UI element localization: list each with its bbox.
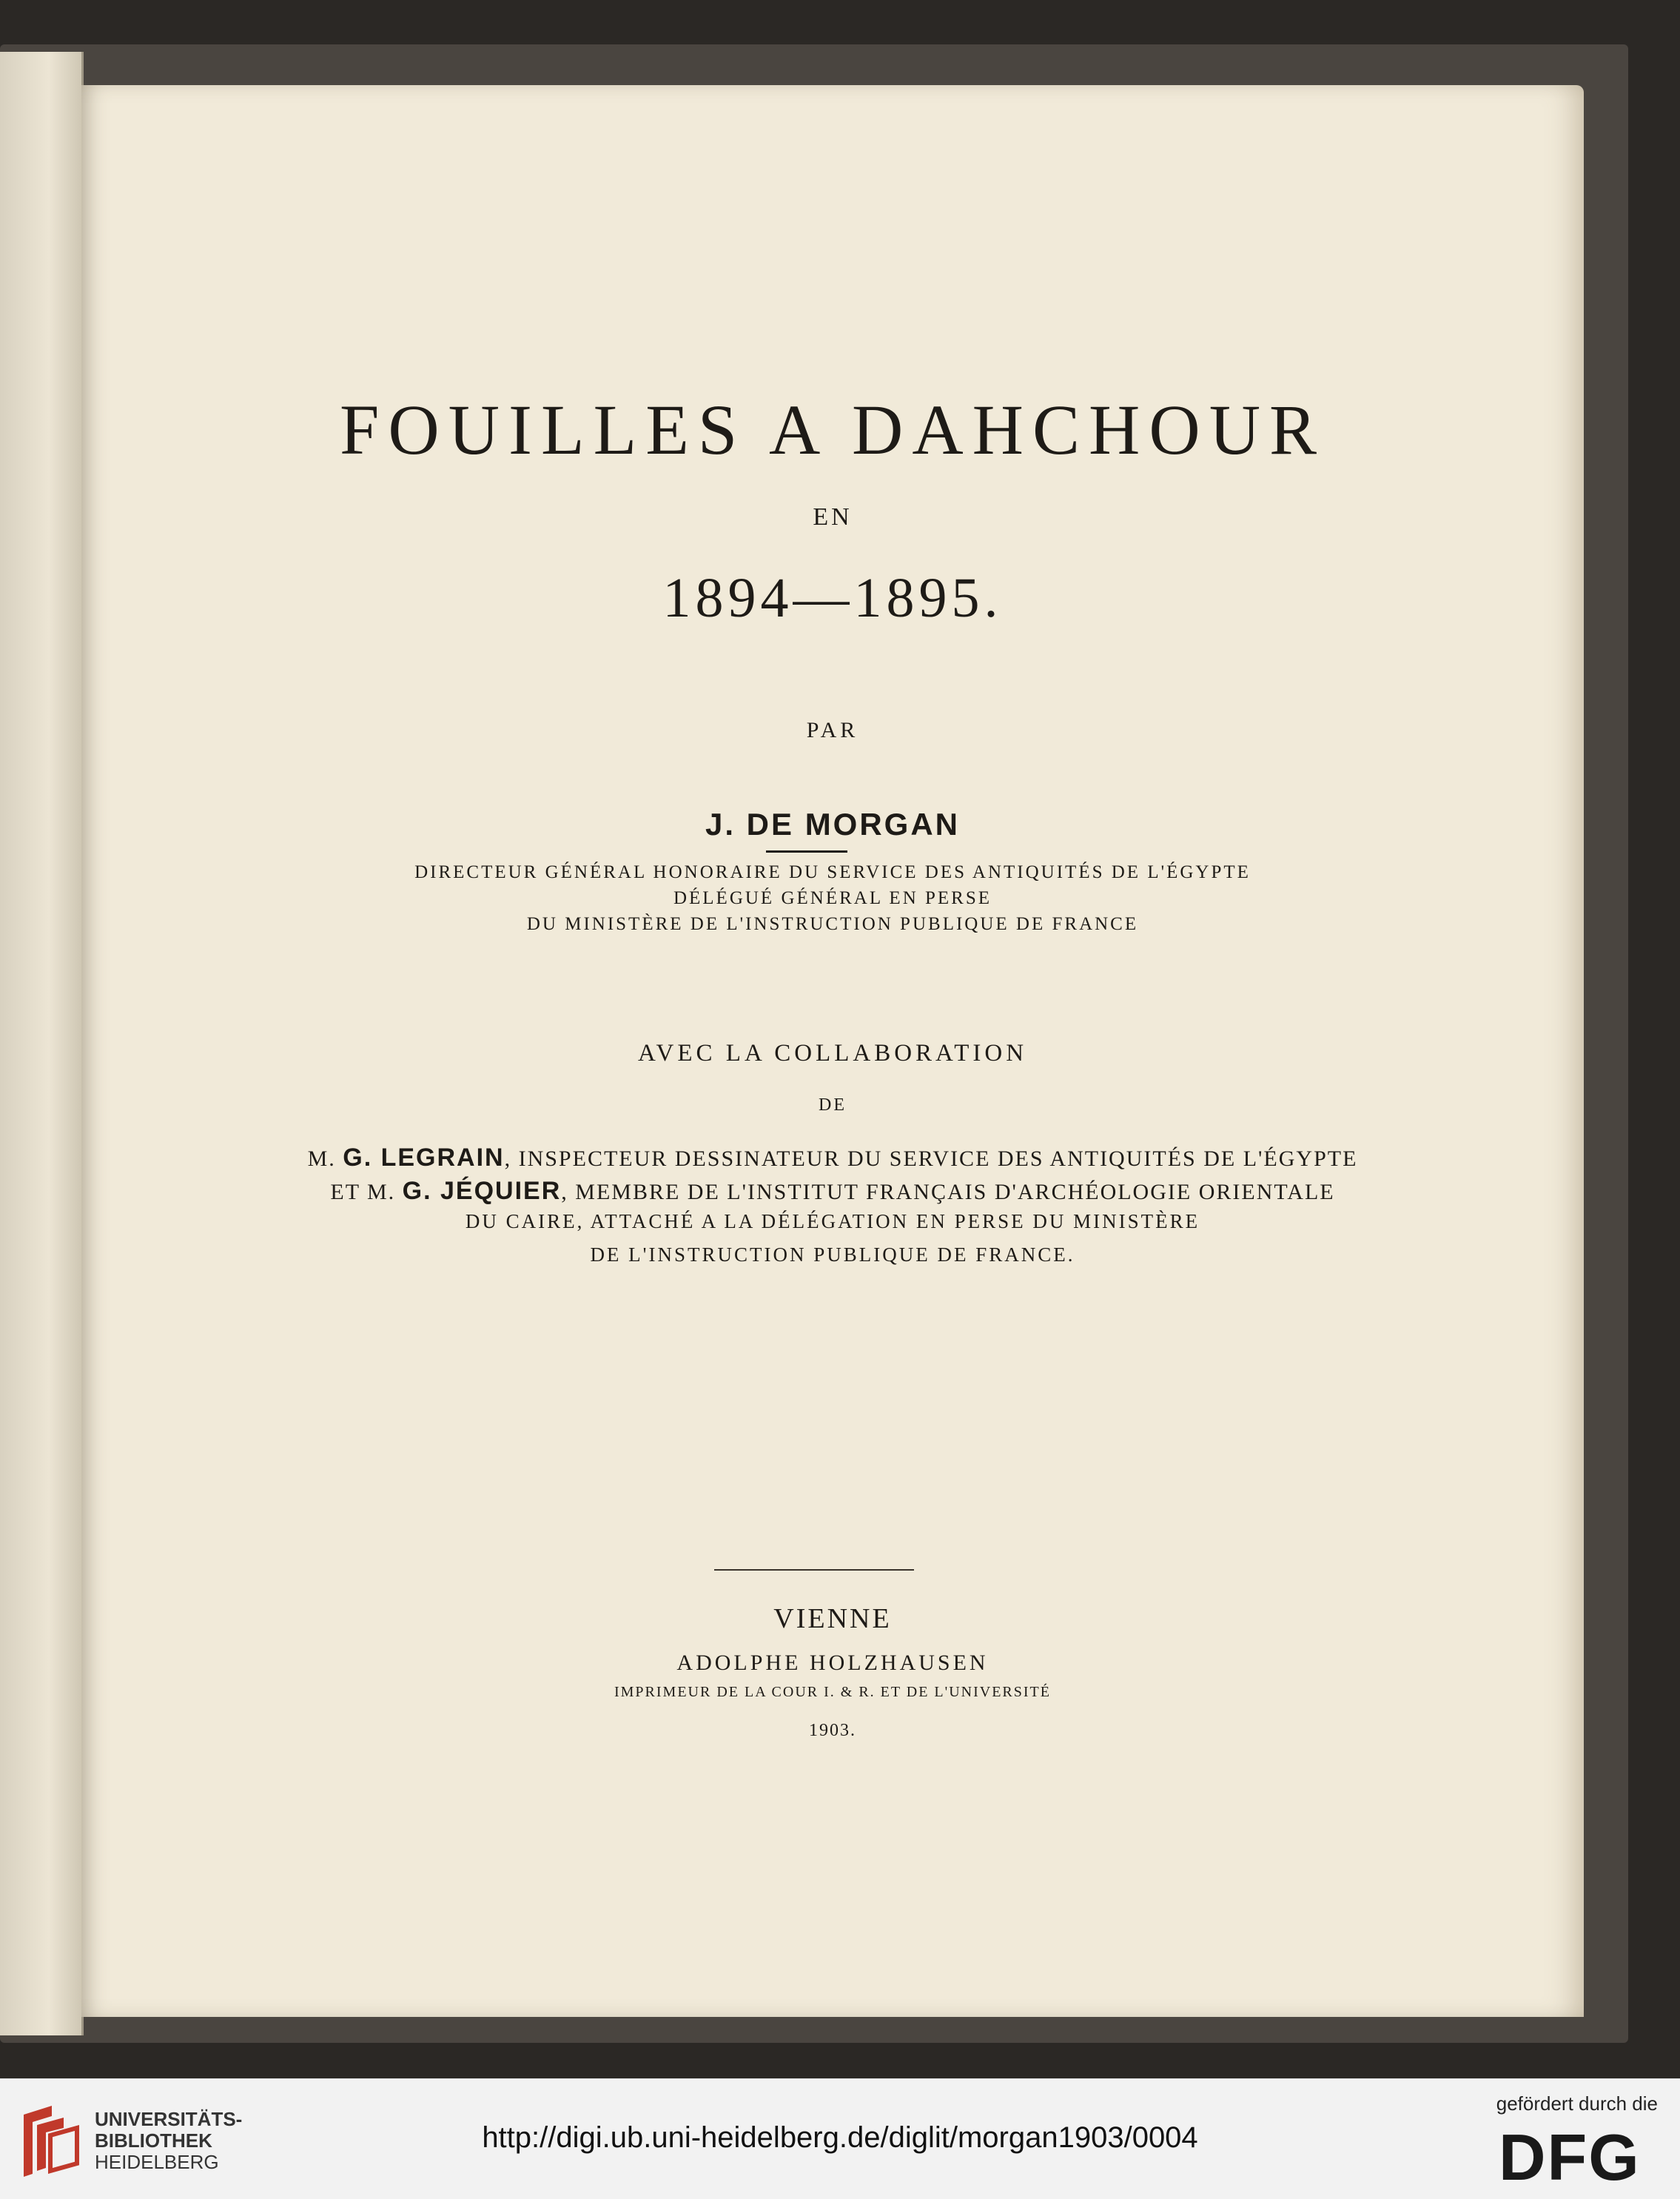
book-title: FOUILLES A DAHCHOUR xyxy=(339,390,1326,469)
library-name-line: HEIDELBERG xyxy=(95,2151,219,2173)
author-credential-line: DÉLÉGUÉ GÉNÉRAL EN PERSE xyxy=(673,888,992,908)
publisher-name: ADOLPHE HOLZHAUSEN xyxy=(676,1651,989,1675)
collaborator-name: G. LEGRAIN xyxy=(343,1144,505,1172)
author-credential-line: DU MINISTÈRE DE L'INSTRUCTION PUBLIQUE DE FRANCE xyxy=(526,914,1139,934)
collaboration-connector: DE xyxy=(819,1095,847,1115)
collaborator-legrain xyxy=(81,1144,1584,1172)
printer-note: IMPRIMEUR DE LA COUR I. & R. ET DE L'UNIVERSITÉ xyxy=(614,1684,1051,1700)
left-page-edge xyxy=(0,52,84,2035)
publisher-divider xyxy=(714,1569,914,1571)
publication-city: VIENNE xyxy=(773,1603,892,1634)
dfg-logo-icon[interactable] xyxy=(1499,2125,1658,2186)
permalink-url[interactable]: http://digi.ub.uni-heidelberg.de/diglit/morgan1903/0004 xyxy=(482,2121,1198,2154)
library-name-line: UNIVERSITÄTS- xyxy=(95,2108,243,2130)
collaborator-role: , INSPECTEUR DESSINATEUR DU SERVICE DES ANTIQUITÉS DE L'ÉGYPTE xyxy=(504,1146,1358,1171)
book-years: 1894—1895. xyxy=(662,567,1003,629)
library-name-line: BIBLIOTHEK xyxy=(95,2129,212,2152)
publication-year: 1903. xyxy=(809,1721,856,1740)
collaborator-jequier xyxy=(81,1177,1584,1206)
collaboration-heading: AVEC LA COLLABORATION xyxy=(637,1040,1028,1067)
by-label: PAR xyxy=(806,718,859,742)
title-page xyxy=(81,85,1584,2017)
collaborator-role-continued: DE L'INSTRUCTION PUBLIQUE DE FRANCE. xyxy=(590,1243,1075,1266)
collaborator-role-continued: DU CAIRE, ATTACHÉ A LA DÉLÉGATION EN PERSE DU MINISTÈRE xyxy=(465,1210,1200,1232)
collaborator-name: G. JÉQUIER xyxy=(402,1177,562,1205)
dfg-logo-text: DFG xyxy=(1499,2125,1641,2186)
collaborator-role: , MEMBRE DE L'INSTITUT FRANÇAIS D'ARCHÉOLOGIE ORIENTALE xyxy=(561,1180,1335,1204)
funding-caption: gefördert durch die xyxy=(1496,2092,1658,2115)
collaborator-prefix: ET M. xyxy=(330,1180,396,1204)
title-connector: EN xyxy=(813,503,853,531)
collaborator-prefix: M. xyxy=(307,1146,336,1171)
author-credential-line: DIRECTEUR GÉNÉRAL HONORAIRE DU SERVICE DES ANTIQUITÉS DE L'ÉGYPTE xyxy=(414,862,1251,882)
viewer-footer xyxy=(0,2078,1680,2199)
author-name: J. DE MORGAN xyxy=(705,807,961,842)
author-underline xyxy=(766,850,847,853)
